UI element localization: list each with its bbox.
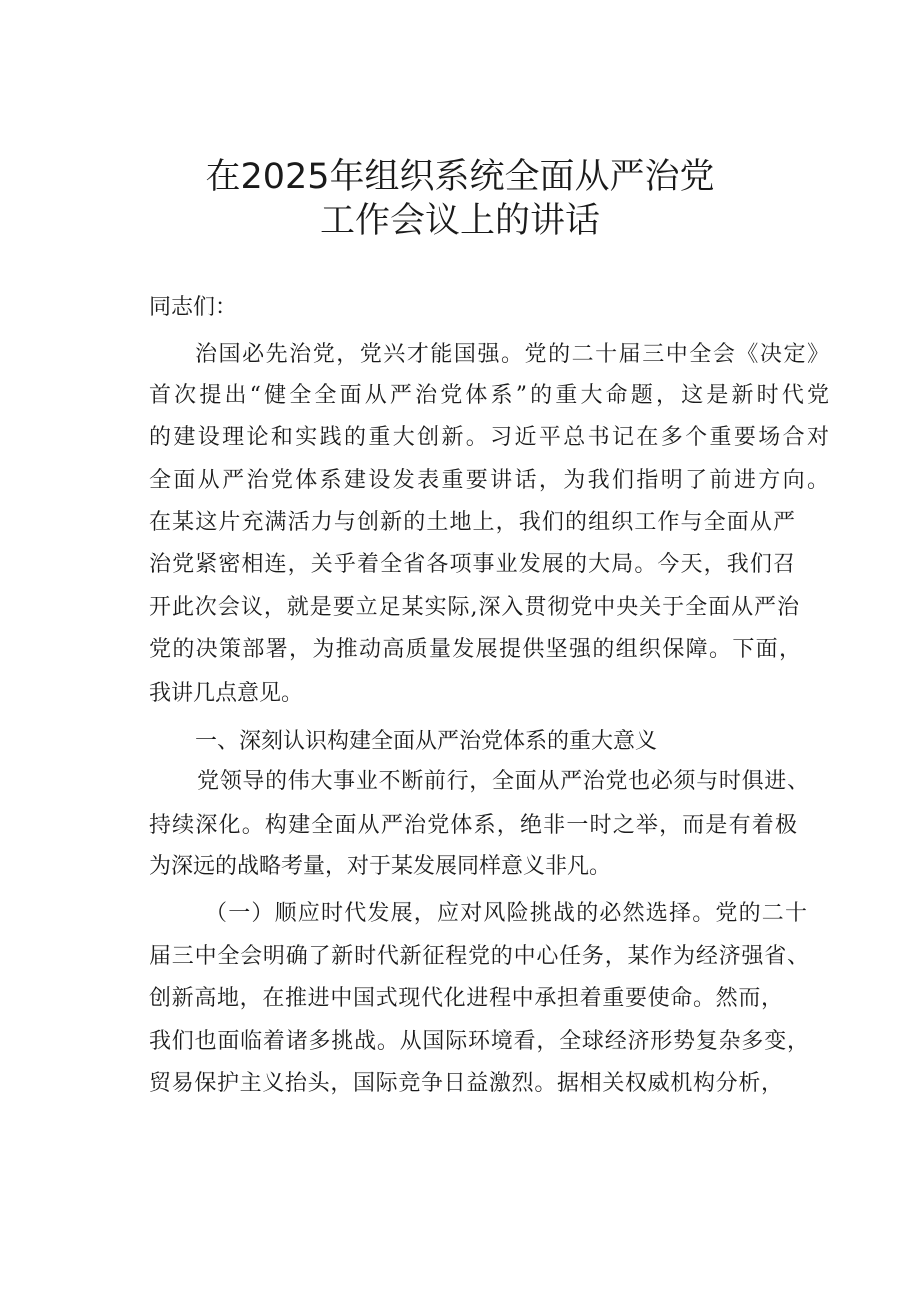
paragraph-line: 治国必先治党，党兴才能国强。党的二十届三中全会《决定》	[195, 342, 829, 367]
paragraph-line: 党的决策部署，为推动高质量发展提供坚强的组织保障。下面，	[149, 637, 801, 662]
paragraph-line: 我讲几点意见。	[149, 681, 304, 706]
paragraph-line: （一）顺应时代发展，应对风险挑战的必然选择。党的二十	[205, 901, 807, 926]
paragraph-line: 持续深化。构建全面从严治党体系，绝非一时之举，而是有着极	[149, 813, 797, 838]
paragraph-line: 的建设理论和实践的重大创新。习近平总书记在多个重要场合对	[149, 425, 829, 450]
paragraph-line: 创新高地，在推进中国式现代化进程中承担着重要使命。然而，	[149, 986, 783, 1011]
section-heading: 一、深刻认识构建全面从严治党体系的重大意义	[195, 729, 658, 754]
salutation: 同志们：	[149, 295, 238, 320]
paragraph-line: 贸易保护主义抬头，国际竞争日益激烈。据相关权威机构分析，	[149, 1071, 783, 1096]
paragraph-line: 在某这片充满活力与创新的土地上，我们的组织工作与全面从严	[149, 510, 795, 535]
paragraph-line: 我们也面临着诸多挑战。从国际环境看，全球经济形势复杂多变，	[149, 1029, 809, 1054]
document-title-line-1: 在2025年组织系统全面从严治党	[205, 157, 715, 197]
paragraph-line: 全面从严治党体系建设发表重要讲话，为我们指明了前进方向。	[149, 468, 829, 493]
paragraph-line: 首次提出“健全全面从严治党体系”的重大命题，这是新时代党	[149, 383, 829, 408]
paragraph-line: 治党紧密相连，关乎着全省各项事业发展的大局。今天，我们召	[149, 552, 795, 577]
paragraph-line: 开此次会议，就是要立足某实际,深入贯彻党中央关于全面从严治	[149, 595, 799, 620]
document-title-line-2: 工作会议上的讲话	[319, 201, 600, 241]
paragraph-line: 党领导的伟大事业不断前行，全面从严治党也必须与时俱进、	[197, 769, 809, 794]
paragraph-line: 届三中全会明确了新时代新征程党的中心任务，某作为经济强省、	[149, 944, 809, 969]
paragraph-line: 为深远的战略考量，对于某发展同样意义非凡。	[149, 854, 612, 879]
